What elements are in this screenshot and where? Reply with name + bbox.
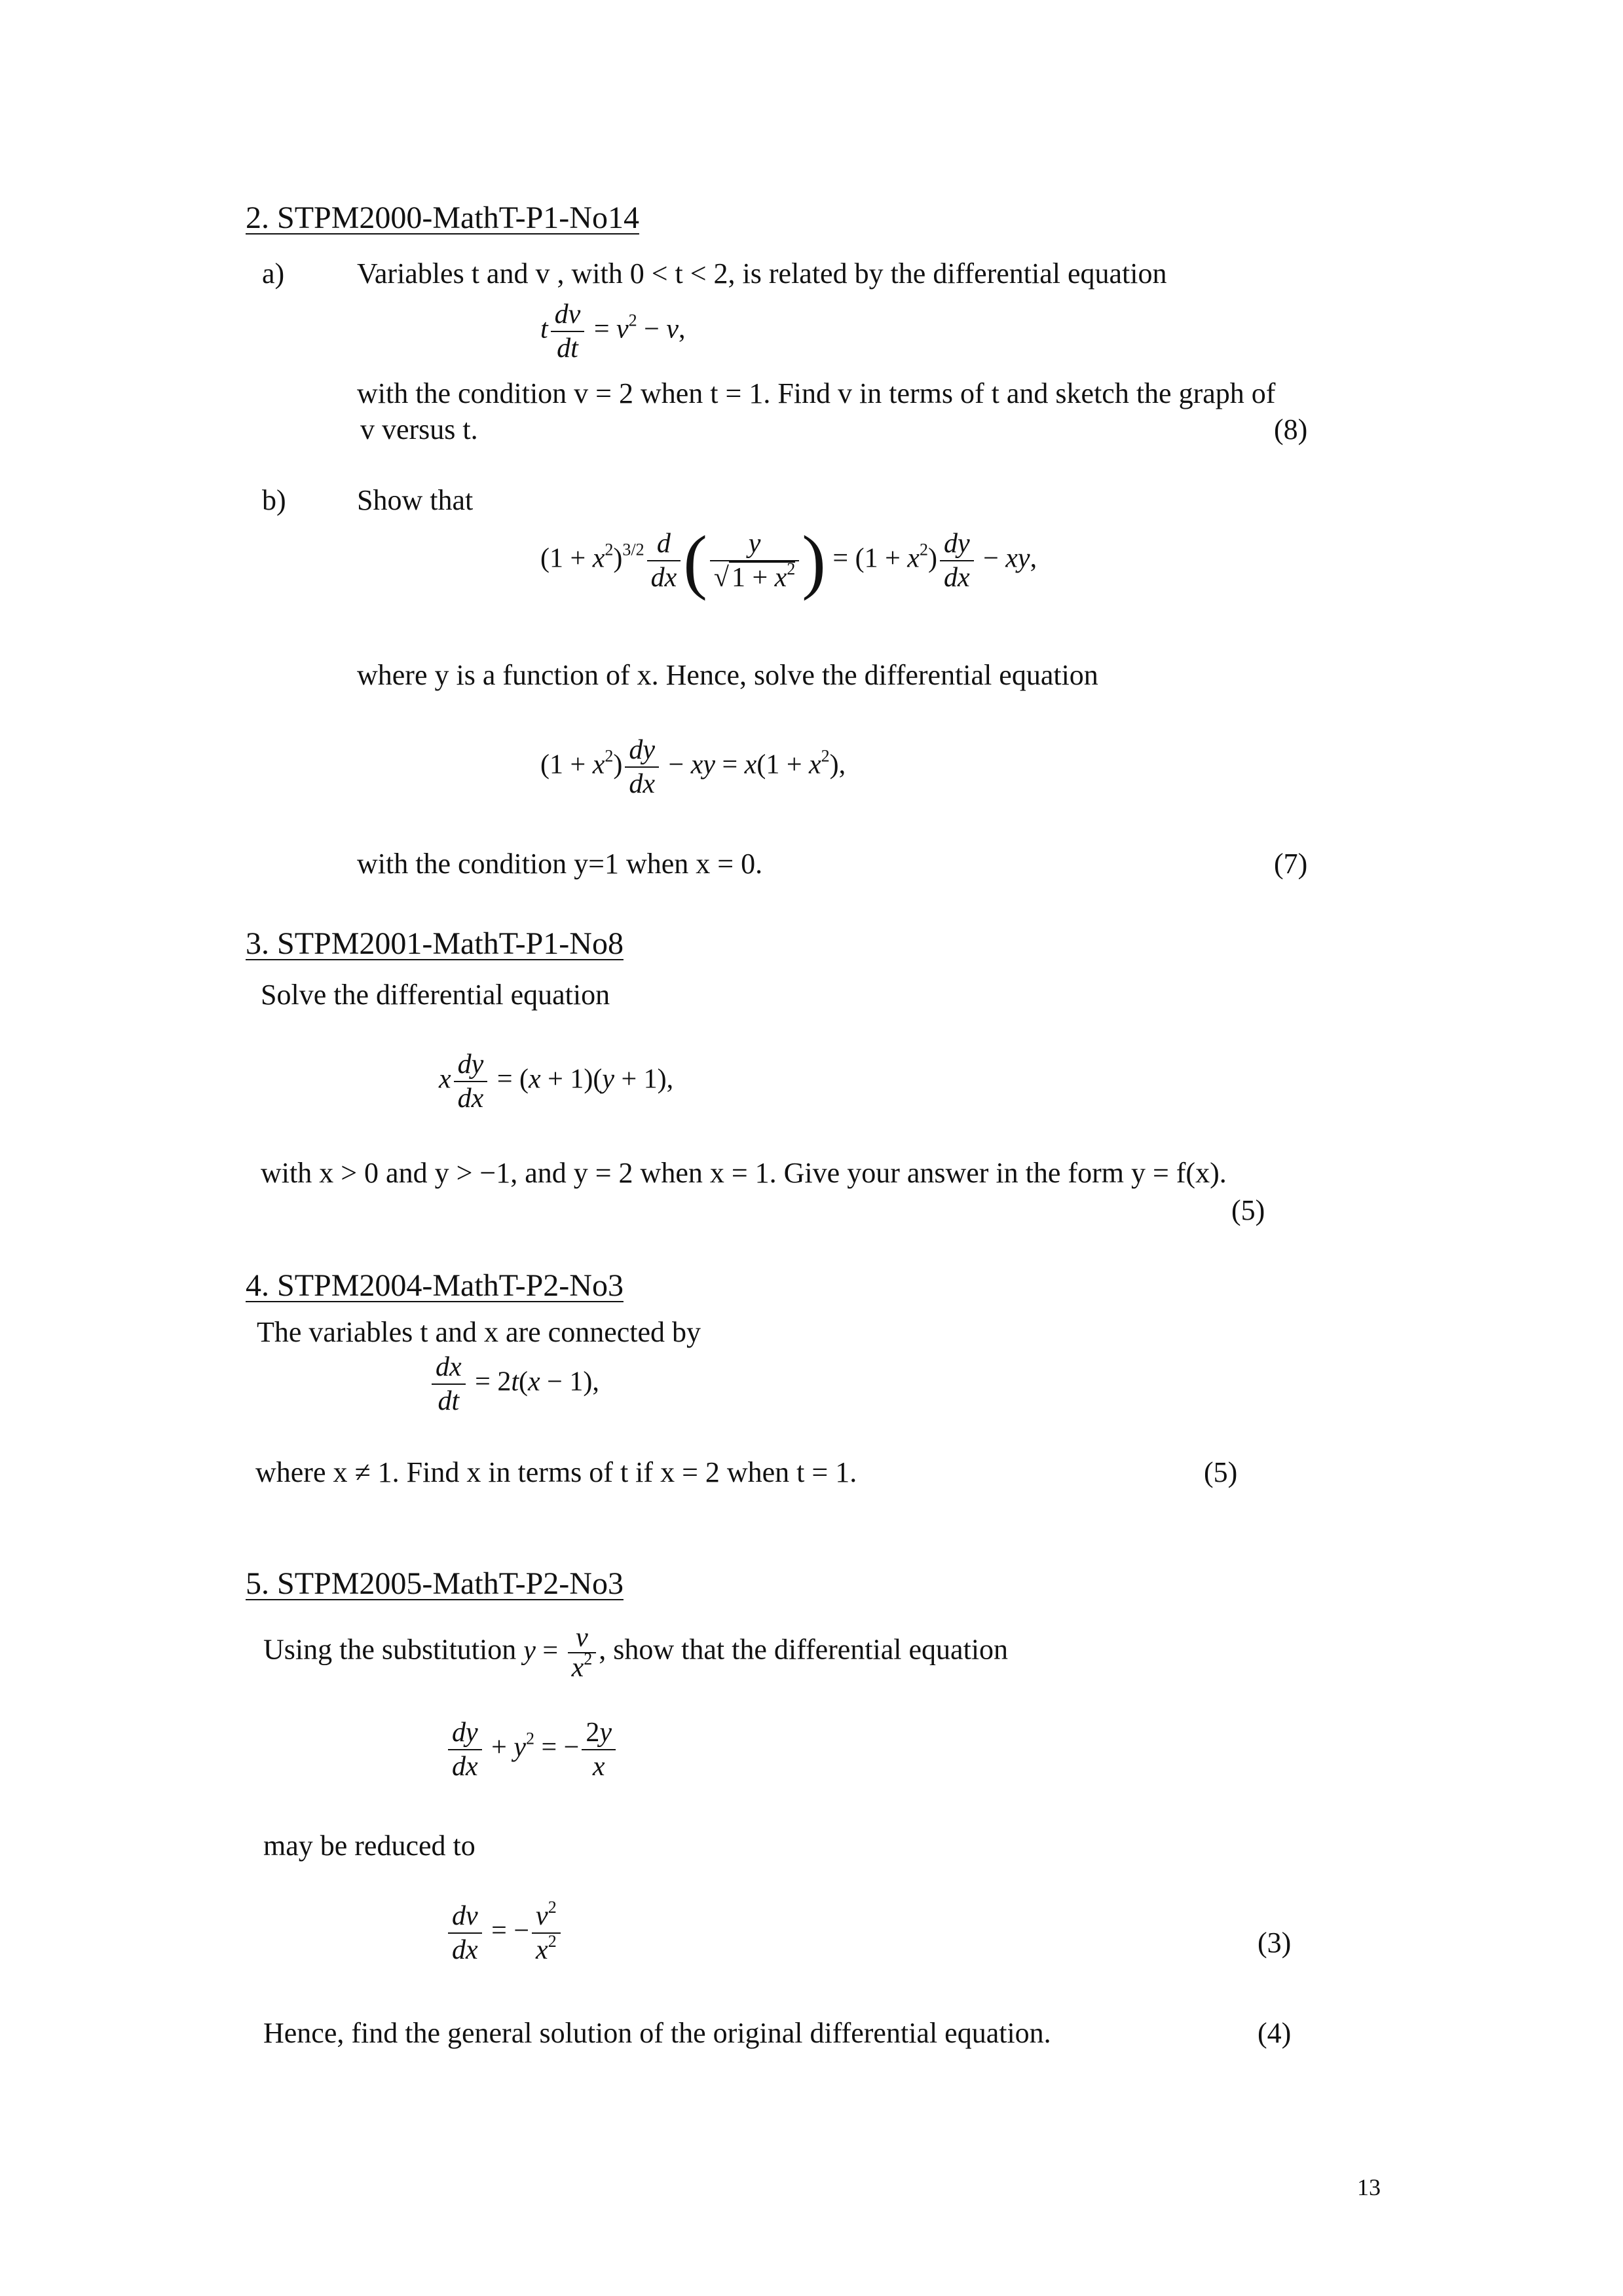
q2b-label: b) [262, 484, 286, 516]
q4-heading: 4. STPM2004-MathT-P2-No3 [246, 1268, 624, 1303]
q2b-text-2: where y is a function of x. Hence, solve the differential equation [357, 659, 1098, 691]
q5-text-1-post: , show that the differential equation [599, 1633, 1009, 1666]
q5-text-3: Hence, find the general solution of the original differential equation. [263, 2017, 1051, 2049]
q2b-marks: (7) [1274, 848, 1308, 880]
q2a-text-3: v versus t. [360, 413, 478, 445]
q4-text-1: The variables t and x are connected by [257, 1316, 701, 1348]
q5-original-equation: $\frac{dy}{dx}$ + $y^2$ = − $\frac{2y}{x}$ [445, 1716, 618, 1783]
q5-text-2: may be reduced to [263, 1830, 476, 1862]
q2a-label: a) [262, 257, 285, 290]
q3-text-2: with x > 0 and y > −1, and y = 2 when x = 1. Give your answer in the form y = f(x). [261, 1157, 1227, 1189]
q4-equation: $\frac{dx}{dt}$ = 2t(x − 1), [429, 1351, 599, 1418]
q4-text-2: where x ≠ 1. Find x in terms of t if x = 2 when t = 1. [255, 1456, 857, 1488]
q3-equation: x $\frac{dy}{dx}$ = (x + 1)(y + 1), [439, 1049, 674, 1114]
q2a-text-2: with the condition v = 2 when t = 1. Find v in terms of t and sketch the graph of [357, 377, 1276, 409]
q5-text-1: Using the substitution y = $\frac{v}{x^2}$ , show that the differential equation [263, 1623, 1009, 1683]
q2a-marks: (8) [1274, 413, 1308, 445]
q3-heading: 3. STPM2001-MathT-P1-No8 [246, 926, 624, 961]
q2b-text-1: Show that [357, 484, 474, 516]
q5-text-1-pre: Using the substitution [263, 1633, 517, 1666]
q2a-equation: t $\frac{dv}{dt}$ = $v^2 - v$, [540, 299, 686, 364]
q5-reduced-equation: $\frac{dv}{dx}$ = − $\frac{v^2}{x^2}$ [445, 1900, 563, 1967]
q2b-identity-equation: $(1 + x^2)^{3/2}$ $\frac{d}{dx}$ ( $\frac{y}{√1 + x^2}$ ) = $(1 + x^2)$ $\frac{dy}{dx}$ − xy, [540, 521, 1037, 601]
q5-heading: 5. STPM2005-MathT-P2-No3 [246, 1566, 624, 1601]
q5-marks-b: (4) [1258, 2017, 1292, 2049]
q5-marks-a: (3) [1258, 1927, 1292, 1959]
q2b-text-3: with the condition y=1 when x = 0. [357, 848, 763, 880]
q4-marks: (5) [1204, 1456, 1238, 1488]
page-number: 13 [1357, 2174, 1381, 2200]
q2-heading: 2. STPM2000-MathT-P1-No14 [246, 200, 639, 235]
q3-marks: (5) [1231, 1194, 1265, 1226]
q2b-differential-equation: $(1 + x^2)$ $\frac{dy}{dx}$ − xy = $x(1 + x^2)$, [540, 735, 846, 799]
q2a-text-1: Variables t and v , with 0 < t < 2, is related by the differential equation [357, 257, 1167, 290]
q3-text-1: Solve the differential equation [261, 979, 610, 1011]
